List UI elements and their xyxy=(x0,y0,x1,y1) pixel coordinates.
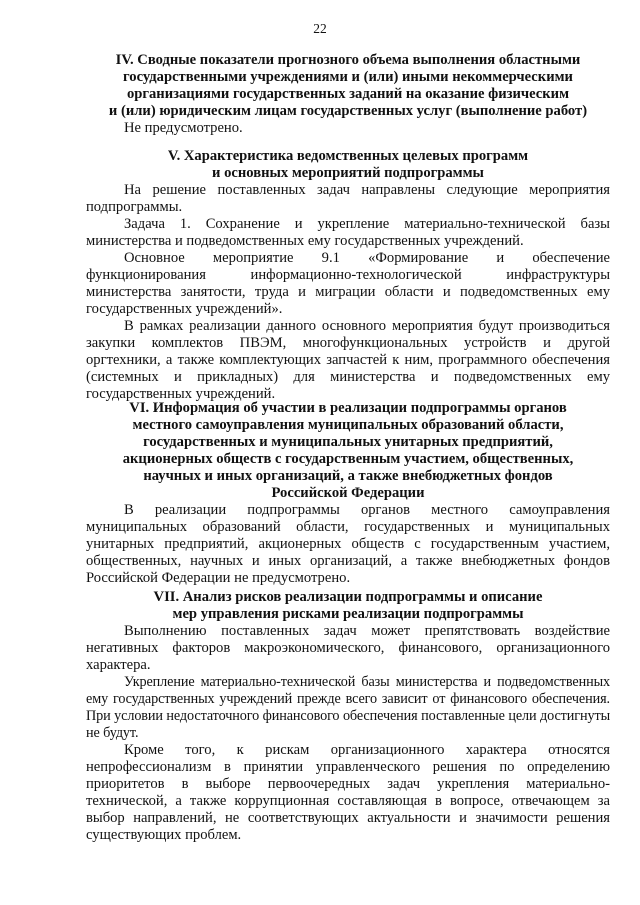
section-v xyxy=(86,148,610,403)
section-vi xyxy=(86,400,610,587)
section-v-heading xyxy=(86,148,610,182)
heading-line: организациями государственных заданий на оказание физическим xyxy=(126,86,570,102)
section-vii-heading xyxy=(86,589,610,623)
heading-line: государственных и муниципальных унитарных предприятий, xyxy=(143,434,553,450)
section-vi-heading xyxy=(86,400,610,502)
section-vii xyxy=(86,589,610,844)
heading-line: акционерных обществ с государственным участием, общественных, xyxy=(122,451,574,467)
paragraph: В рамках реализации данного основного мероприятия будут производиться закупки комплектов ПВЭМ, многофункциональных устройств и другой оргтехники, а также комплектующих запчастей к ним, программного обеспечения (системных и прикладных) для министерства и подведомственных ему государственных учреждений. xyxy=(86,318,610,402)
heading-line: VII. Анализ рисков реализации подпрограммы и описание xyxy=(153,589,543,605)
heading-line: научных и иных организаций, а также внебюджетных фондов xyxy=(143,468,553,484)
heading-line: и (или) юридическим лицам государственных услуг (выполнение работ) xyxy=(108,103,588,119)
page-number: 22 xyxy=(313,21,327,36)
paragraph: Кроме того, к рискам организационного характера относятся непрофессионализм в принятии управленческого решения по определению приоритетов в выборе первоочередных задач укрепления материально-технической, а также коррупционная составляющая в вопросе, отвечающем за выбор направлений, не соответствующих актуальности и значимости решения существующих проблем. xyxy=(86,742,610,843)
paragraph: Основное мероприятие 9.1 «Формирование и обеспечение функционирования информационно-технологической инфраструктуры министерства занятости, труда и миграции области и подведомственных ему государственных учреждений». xyxy=(86,250,610,317)
section-iv-heading xyxy=(86,52,610,120)
heading-line: V. Характеристика ведомственных целевых программ xyxy=(167,148,529,164)
heading-line: местного самоуправления муниципальных образований области, xyxy=(132,417,564,433)
heading-line: Российской Федерации xyxy=(271,485,425,501)
paragraph: Задача 1. Сохранение и укрепление материально-технической базы министерства и подведомственных ему государственных учреждений. xyxy=(86,216,610,249)
paragraph: На решение поставленных задач направлены следующие мероприятия подпрограммы. xyxy=(86,182,610,215)
heading-line: VI. Информация об участии в реализации подпрограммы органов xyxy=(129,400,567,416)
heading-line: и основных мероприятий подпрограммы xyxy=(212,165,484,181)
heading-line: IV. Сводные показатели прогнозного объема выполнения областными xyxy=(115,52,581,68)
section-iv xyxy=(86,52,610,137)
heading-line: государственными учреждениями и (или) иными некоммерческими xyxy=(123,69,573,85)
heading-line: мер управления рисками реализации подпрограммы xyxy=(172,606,524,622)
paragraph: Не предусмотрено. xyxy=(124,120,243,136)
paragraph: Укрепление материально-технической базы министерства и подведомственных ему государственных учреждений прежде всего зависит от финансового обеспечения. При условии недостаточного финансового обеспечения поставленные цели достигнуты не будут. xyxy=(86,674,610,741)
paragraph: Выполнению поставленных задач может препятствовать воздействие негативных факторов макроэкономического, финансового, организационного характера. xyxy=(86,623,610,673)
paragraph: В реализации подпрограммы органов местного самоуправления муниципальных образований области, государственных и муниципальных унитарных предприятий, акционерных обществ с государственным участием, общественных, научных и иных организаций, а также внебюджетных фондов Российской Федерации не предусмотрено. xyxy=(86,502,610,586)
